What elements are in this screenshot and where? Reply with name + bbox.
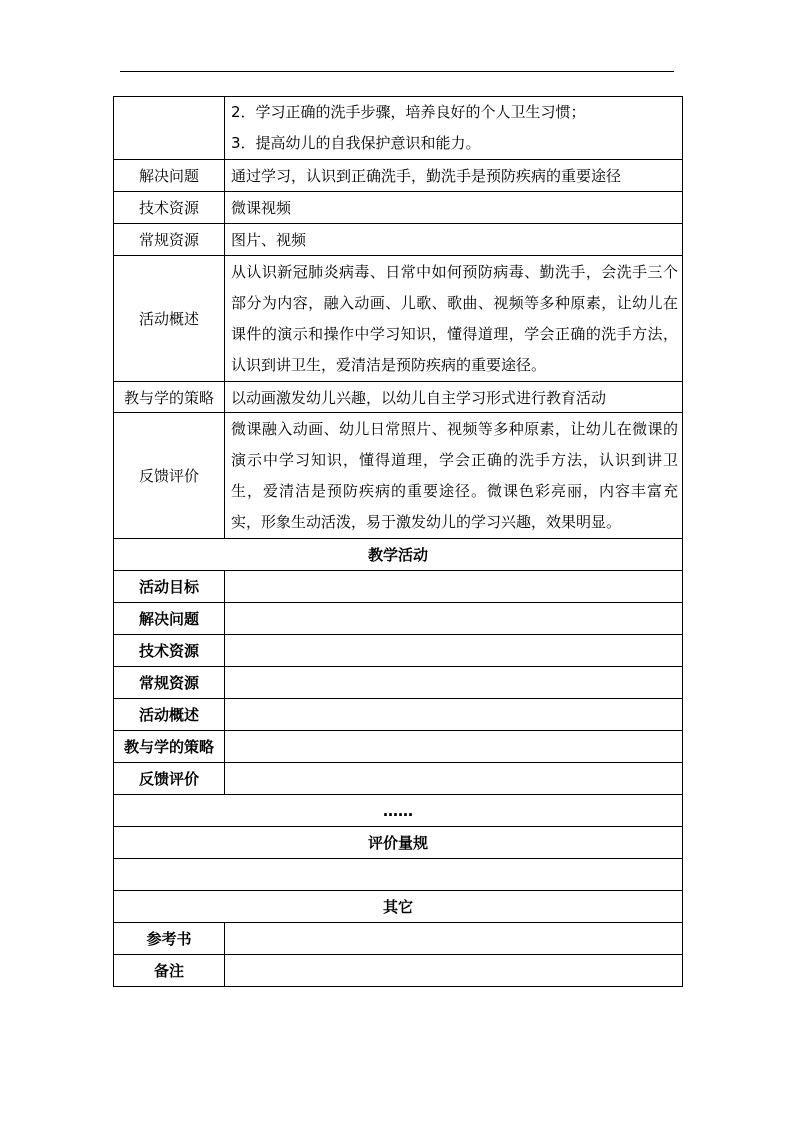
teaching-label-overview: 活动概述	[114, 699, 225, 731]
feedback-label: 反馈评价	[114, 413, 225, 539]
remarks-value[interactable]	[225, 955, 683, 987]
rubric-content[interactable]	[114, 859, 683, 891]
problem-row	[114, 160, 683, 192]
teaching-value-tech[interactable]	[225, 635, 683, 667]
lesson-plan-table	[113, 96, 683, 987]
rubric-content-row	[114, 859, 683, 891]
teaching-row	[114, 571, 683, 603]
teaching-label-goals: 活动目标	[114, 571, 225, 603]
other-row	[114, 923, 683, 955]
teaching-label-tech: 技术资源	[114, 635, 225, 667]
goal-item-2: 2．学习正确的洗手步骤，培养良好的个人卫生习惯；	[231, 103, 586, 121]
tech-row	[114, 192, 683, 224]
teaching-section-title: 教学活动	[114, 539, 683, 571]
other-row	[114, 955, 683, 987]
teaching-value-strategy[interactable]	[225, 731, 683, 763]
other-section-header	[114, 891, 683, 923]
teaching-row	[114, 603, 683, 635]
teaching-row	[114, 763, 683, 795]
teaching-row	[114, 635, 683, 667]
rubric-section-header	[114, 827, 683, 859]
ellipsis-text: ……	[114, 795, 683, 827]
teaching-value-overview[interactable]	[225, 699, 683, 731]
overview-label: 活动概述	[114, 256, 225, 382]
goals-label-cell	[114, 97, 225, 160]
teaching-row	[114, 699, 683, 731]
regular-value: 图片、视频	[225, 224, 683, 256]
reference-book-label: 参考书	[114, 923, 225, 955]
teaching-value-regular[interactable]	[225, 667, 683, 699]
regular-row	[114, 224, 683, 256]
reference-book-value[interactable]	[225, 923, 683, 955]
tech-value: 微课视频	[225, 192, 683, 224]
strategy-value: 以动画激发幼儿兴趣，以幼儿自主学习形式进行教育活动	[225, 382, 683, 413]
teaching-label-problem: 解决问题	[114, 603, 225, 635]
teaching-label-feedback: 反馈评价	[114, 763, 225, 795]
teaching-row	[114, 667, 683, 699]
teaching-value-problem[interactable]	[225, 603, 683, 635]
overview-value: 从认识新冠肺炎病毒、日常中如何预防病毒、勤洗手，会洗手三个部分为内容，融入动画、儿歌、歌曲、视频等多种原素，让幼儿在课件的演示和操作中学习知识，懂得道理，学会正确的洗手方法，认识到讲卫生，爱清洁是预防疾病的重要途径。	[225, 256, 683, 382]
feedback-row	[114, 413, 683, 539]
teaching-value-feedback[interactable]	[225, 763, 683, 795]
goal-item-3: 3．提高幼儿的自我保护意识和能力。	[231, 134, 481, 152]
overview-row	[114, 256, 683, 382]
feedback-value: 微课融入动画、幼儿日常照片、视频等多种原素，让幼儿在微课的演示中学习知识，懂得道理，学会正确的洗手方法，认识到讲卫生，爱清洁是预防疾病的重要途径。微课色彩亮丽，内容丰富充实，形象生动活泼，易于激发幼儿的学习兴趣，效果明显。	[225, 413, 683, 539]
goals-row	[114, 97, 683, 160]
rubric-section-title: 评价量规	[114, 827, 683, 859]
teaching-row	[114, 731, 683, 763]
teaching-label-regular: 常规资源	[114, 667, 225, 699]
remarks-label: 备注	[114, 955, 225, 987]
teaching-value-goals[interactable]	[225, 571, 683, 603]
regular-label: 常规资源	[114, 224, 225, 256]
other-section-title: 其它	[114, 891, 683, 923]
strategy-label: 教与学的策略	[114, 382, 225, 413]
header-rule	[120, 71, 674, 72]
ellipsis-row	[114, 795, 683, 827]
tech-label: 技术资源	[114, 192, 225, 224]
problem-label: 解决问题	[114, 160, 225, 192]
problem-value: 通过学习，认识到正确洗手，勤洗手是预防疾病的重要途径	[225, 160, 683, 192]
teaching-label-strategy: 教与学的策略	[114, 731, 225, 763]
teaching-section-header	[114, 539, 683, 571]
strategy-row	[114, 382, 683, 413]
goals-value-cell	[225, 97, 683, 160]
